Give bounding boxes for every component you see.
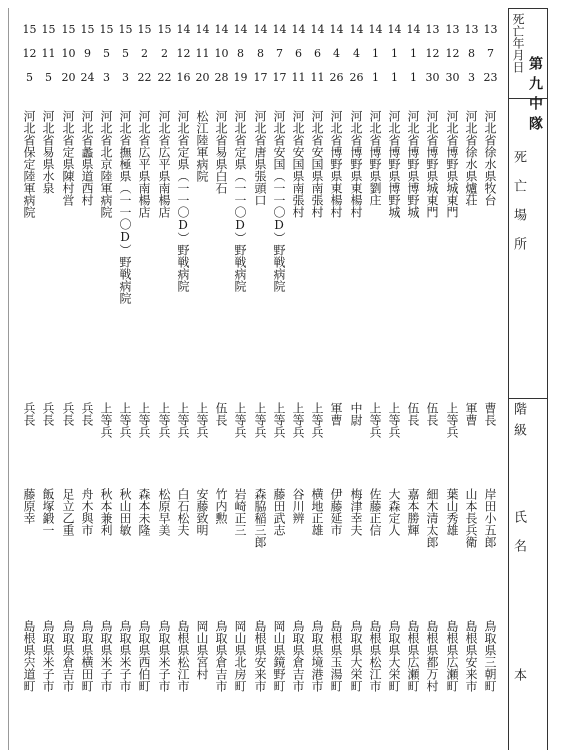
soldier-name: 葉山秀雄 [445,488,459,536]
date-day: 24 [80,71,95,84]
date-day: 23 [483,71,498,84]
soldier-name: 藤原幸 [22,488,36,524]
death-date [155,24,174,96]
date-day: 17 [272,71,287,84]
death-date [462,24,481,96]
rank: 中尉 [349,402,363,426]
death-place: 河北省保定陸軍病院 [22,110,36,218]
date-day: 3 [468,71,475,84]
death-date [289,24,308,96]
home-town: 鳥取県米子市 [157,620,171,692]
date-year: 15 [118,23,133,36]
rank: 上等兵 [176,402,190,438]
date-month: 2 [161,47,168,60]
date-month: 12 [445,47,460,60]
rank: 上等兵 [118,402,132,438]
death-place: 河北省易県白石 [214,110,228,194]
home-town: 島根県玉湯町 [329,620,343,692]
date-day: 19 [233,71,248,84]
date-month: 12 [22,47,37,60]
death-date [39,24,58,96]
death-place: 河北省安国県南張村 [310,110,324,218]
date-year: 13 [464,23,479,36]
soldier-name: 竹内勲 [214,488,228,524]
date-day: 30 [445,71,460,84]
rank: 軍曹 [464,402,478,426]
soldier-name: 藤田武志 [272,488,286,536]
home-town: 鳥取県倉吉市 [214,620,228,692]
date-day: 1 [410,71,417,84]
home-town: 島根県安来市 [464,620,478,692]
death-place: 河北省博野県城東門 [425,110,439,218]
death-place: 河北省撫極県（一一〇D）野戦病院 [118,110,132,304]
death-date [481,24,500,96]
date-day: 20 [61,71,76,84]
date-month: 8 [257,47,264,60]
soldier-name: 横地正雄 [310,488,324,536]
date-day: 20 [195,71,210,84]
date-month: 6 [314,47,321,60]
date-month: 7 [276,47,283,60]
death-place: 河北省広平県南楊店 [157,110,171,218]
death-date [116,24,135,96]
death-place: 河北省安国県南張村 [291,110,305,218]
date-year: 14 [214,23,229,36]
death-date [212,24,231,96]
date-month: 2 [141,47,148,60]
date-day: 16 [176,71,191,84]
date-month: 10 [61,47,76,60]
date-year: 15 [99,23,114,36]
home-town: 鳥取県米子市 [99,620,113,692]
date-month: 8 [237,47,244,60]
soldier-name: 岩崎正三 [233,488,247,536]
home-town: 鳥取県倉吉市 [291,620,305,692]
date-year: 14 [406,23,421,36]
date-day: 22 [137,71,152,84]
death-place: 河北省広平県南楊店 [137,110,151,218]
rank: 上等兵 [445,402,459,438]
date-year: 15 [137,23,152,36]
soldier-name: 岸田小五郎 [483,488,497,548]
home-town: 島根県都万村 [425,620,439,692]
death-date [443,24,462,96]
rank: 上等兵 [157,402,171,438]
header-rank: 階級 [511,402,526,444]
date-year: 14 [329,23,344,36]
soldier-name: 舟木與市 [80,488,94,536]
date-month: 12 [176,47,191,60]
home-town: 島根県広瀬町 [445,620,459,692]
home-town: 島根県松江市 [368,620,382,692]
death-place: 河北省北京陸軍病院 [99,110,113,218]
home-town: 岡山県北房町 [233,620,247,692]
date-month: 5 [103,47,110,60]
death-place: 河北省博野県東楊村 [349,110,363,218]
rank: 上等兵 [387,402,401,438]
soldier-name: 足立乙重 [61,488,75,536]
home-town: 鳥取県米子市 [41,620,55,692]
header-home: 本 [511,668,526,681]
soldier-name: 森本未隆 [137,488,151,536]
date-day: 26 [349,71,364,84]
rank: 伍長 [406,402,420,426]
death-place: 河北省定県（一一〇D）野戦病院 [233,110,247,292]
soldier-name: 秋本兼利 [99,488,113,536]
date-month: 1 [391,47,398,60]
home-town: 島根県松江市 [176,620,190,692]
soldier-name: 飯塚鍛一 [41,488,55,536]
date-year: 14 [368,23,383,36]
death-place: 松江陸軍病院 [195,110,209,182]
frame-line-outer [547,8,548,750]
date-month: 7 [487,47,494,60]
home-town: 岡山県鏡野町 [272,620,286,692]
death-date [404,24,423,96]
home-town: 鳥取県米子市 [118,620,132,692]
date-day: 11 [291,71,306,84]
death-date [423,24,442,96]
rank: 上等兵 [253,402,267,438]
rank: 上等兵 [291,402,305,438]
soldier-name: 梅津幸夫 [349,488,363,536]
date-day: 1 [372,71,379,84]
death-place: 河北省博野県博野城 [406,110,420,218]
date-year: 14 [310,23,325,36]
rank: 伍長 [214,402,228,426]
death-place: 河北省博野県劉庄 [368,110,382,206]
date-year: 13 [445,23,460,36]
header-top-line [508,8,548,9]
soldier-name: 谷川辨 [291,488,305,524]
date-day: 28 [214,71,229,84]
rank: 上等兵 [195,402,209,438]
rank: 上等兵 [233,402,247,438]
home-town: 鳥取県大栄町 [387,620,401,692]
date-day: 11 [310,71,325,84]
date-day: 5 [26,71,33,84]
rank: 上等兵 [310,402,324,438]
soldier-name: 安藤致明 [195,488,209,536]
rank: 兵長 [61,402,75,426]
soldier-name: 嘉本勝輝 [406,488,420,536]
date-year: 15 [61,23,76,36]
death-date [327,24,346,96]
date-month: 1 [410,47,417,60]
rank: 上等兵 [368,402,382,438]
rank: 上等兵 [99,402,113,438]
rank: 曹長 [483,402,497,426]
date-day: 5 [45,71,52,84]
date-month: 12 [425,47,440,60]
section-title: 第九中隊 [527,56,543,136]
death-place: 河北省徐水県牧台 [483,110,497,206]
death-date [193,24,212,96]
date-year: 14 [349,23,364,36]
soldier-name: 秋山田敏 [118,488,132,536]
rank: 兵長 [22,402,36,426]
rank: 兵長 [80,402,94,426]
death-date [59,24,78,96]
date-month: 5 [122,47,129,60]
date-year: 14 [253,23,268,36]
death-date [270,24,289,96]
death-place: 河北省定県陳村営 [61,110,75,206]
date-day: 30 [425,71,440,84]
date-year: 14 [387,23,402,36]
soldier-name: 山本長兵衛 [464,488,478,548]
death-place: 河北省易県水泉 [41,110,55,194]
rank: 上等兵 [137,402,151,438]
soldier-name: 白石松夫 [176,488,190,536]
home-town: 鳥取県大栄町 [349,620,363,692]
home-town: 鳥取県三朝町 [483,620,497,692]
date-year: 14 [233,23,248,36]
death-place: 河北省安国（一一〇D）野戦病院 [272,110,286,292]
header-name: 氏名 [511,510,526,568]
date-month: 1 [372,47,379,60]
death-date [97,24,116,96]
left-border-line [8,8,9,750]
death-date [174,24,193,96]
death-place: 河北省徐水県爐荘 [464,110,478,206]
header-divider-line-2 [508,398,548,399]
rank: 上等兵 [272,402,286,438]
soldier-name: 森脇稲三郎 [253,488,267,548]
date-year: 14 [272,23,287,36]
death-place: 河北省定県（一一〇D）野戦病院 [176,110,190,292]
date-month: 11 [195,47,210,60]
date-year: 14 [195,23,210,36]
rank: 軍曹 [329,402,343,426]
date-day: 26 [329,71,344,84]
death-date [78,24,97,96]
frame-line-inner [508,8,509,750]
death-place: 河北省博野県博野城 [387,110,401,218]
date-month: 4 [333,47,340,60]
date-day: 3 [103,71,110,84]
date-month: 4 [353,47,360,60]
date-day: 1 [391,71,398,84]
header-date: 死亡年月日 [511,13,525,73]
home-town: 鳥取県境港市 [310,620,324,692]
rank: 伍長 [425,402,439,426]
home-town: 鳥取県横田町 [80,620,94,692]
death-date [251,24,270,96]
death-date [366,24,385,96]
home-town: 鳥取県倉吉市 [61,620,75,692]
death-place: 河北省蠡県道西村 [80,110,94,206]
date-year: 15 [22,23,37,36]
date-year: 13 [483,23,498,36]
date-month: 9 [84,47,91,60]
date-day: 3 [122,71,129,84]
home-town: 島根県安来市 [253,620,267,692]
date-year: 15 [80,23,95,36]
death-date [135,24,154,96]
rank: 兵長 [41,402,55,426]
date-month: 6 [295,47,302,60]
death-date [385,24,404,96]
death-place: 河北省博野県城東門 [445,110,459,218]
death-place: 河北省博野県東楊村 [329,110,343,218]
home-town: 鳥取県西伯町 [137,620,151,692]
date-month: 10 [214,47,229,60]
home-town: 島根県宍道町 [22,620,36,692]
date-year: 15 [41,23,56,36]
date-day: 17 [253,71,268,84]
home-town: 島根県広瀬町 [406,620,420,692]
soldier-name: 松原早美 [157,488,171,536]
date-month: 8 [468,47,475,60]
death-date [231,24,250,96]
date-year: 13 [425,23,440,36]
death-date [308,24,327,96]
date-year: 14 [291,23,306,36]
date-year: 15 [157,23,172,36]
death-place: 河北省唐県張頭口 [253,110,267,206]
death-date [347,24,366,96]
soldier-name: 大森定人 [387,488,401,536]
date-day: 22 [157,71,172,84]
header-place: 死亡場所 [511,150,526,266]
death-date [20,24,39,96]
home-town: 岡山県宮村 [195,620,209,680]
soldier-name: 佐藤正信 [368,488,382,536]
soldier-name: 伊藤延市 [329,488,343,536]
soldier-name: 細木清太郎 [425,488,439,548]
date-month: 11 [41,47,56,60]
date-year: 14 [176,23,191,36]
